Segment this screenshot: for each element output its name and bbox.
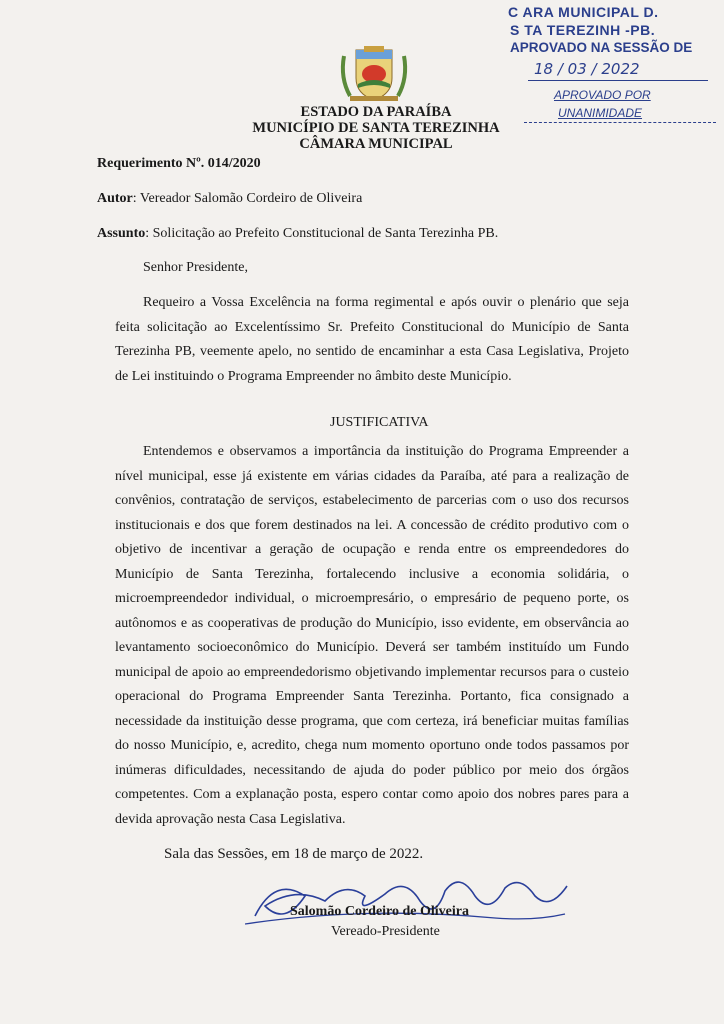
header-state: ESTADO DA PARAÍBA xyxy=(300,104,452,120)
author-line xyxy=(97,191,362,207)
author-label: Autor xyxy=(97,191,133,206)
stamp-line-1: C ARA MUNICIPAL D. xyxy=(508,4,659,20)
approval-stamp xyxy=(498,0,724,130)
stamp-line-2: S TA TEREZINH -PB. xyxy=(510,22,656,38)
stamp-dashed-underline xyxy=(524,122,716,123)
signer-name: Salomão Cordeiro de Oliveira xyxy=(290,904,469,919)
header-municipality: MUNICÍPIO DE SANTA TEREZINHA xyxy=(252,120,500,136)
subject-label: Assunto xyxy=(97,226,146,241)
stamp-approved-line-2: UNANIMIDADE xyxy=(558,106,643,120)
closing-line: Sala das Sessões, em 18 de março de 2022. xyxy=(164,846,424,862)
stamp-line-3: APROVADO NA SESSÃO DE xyxy=(510,40,693,55)
document-header xyxy=(236,104,516,152)
stamp-underline xyxy=(528,80,708,81)
justification-paragraph: Entendemos e observamos a importância da instituição do Programa Empreender a nível municipal, esse já existente em várias cidades da Paraíba, até para a realização de convênios, contratação de serviços, estabelecimento de parcerias com o uso dos recursos institucionais e dos que forem destinados na lei. A concessão de crédito produtivo com o objetivo de incentivar a geração de ocupação e renda entre os empreendedores do Município de Santa Terezinha, fortalecendo inclusive a economia solidária, o microempreendedor individual, o microempresário, o empresário de pequeno porte, os autônomos e as cooperativas de produção do Município, isso evidente, em observância ao levantamento socioeconômico do Município. Deverá ser também instituído um Fundo municipal de apoio ao empreendedorismo objetivando implementar recursos para o custeio operacional do Programa Empreender Santa Terezinha. Portanto, fica consignado a necessidade da instituição desse programa, que com certeza, irá beneficiar muitas famílias do nosso Município, e, acredito, chega num momento oportuno onde todos passamos por inúmeras dificuldades, necessitando de ajuda do poder público por meio dos órgãos competentes. Com a explanação posta, espero contar como apoio dos nobres pares para a devida aprovação nesta Casa Legislativa. xyxy=(115,444,629,827)
justification-title: JUSTIFICATIVA xyxy=(330,415,429,430)
request-paragraph: Requeiro a Vossa Excelência na forma regimental e após ouvir o plenário que seja feita solicitação ao Excelentíssimo Sr. Prefeito Constitucional do Município de Santa Terezinha PB, veemente apelo, no sentido de encaminhar a esta Casa Legislativa, Projeto de Lei instituindo o Programa Empreender no âmbito deste Município. xyxy=(115,295,629,384)
requerimento-number: Requerimento Nº. 014/2020 xyxy=(97,156,261,171)
coat-of-arms-icon xyxy=(336,44,412,106)
stamp-approved-line-1: APROVADO POR xyxy=(554,88,651,102)
author-value: : Vereador Salomão Cordeiro de Oliveira xyxy=(132,191,363,206)
header-chamber: CÂMARA MUNICIPAL xyxy=(299,136,453,152)
signer-role: Vereado-Presidente xyxy=(331,924,440,939)
stamp-date: 18 / 03 / 2022 xyxy=(534,60,640,78)
subject-value: : Solicitação ao Prefeito Constitucional de Santa Terezinha PB. xyxy=(145,226,499,241)
subject-line xyxy=(97,226,498,242)
salutation: Senhor Presidente, xyxy=(143,260,248,275)
